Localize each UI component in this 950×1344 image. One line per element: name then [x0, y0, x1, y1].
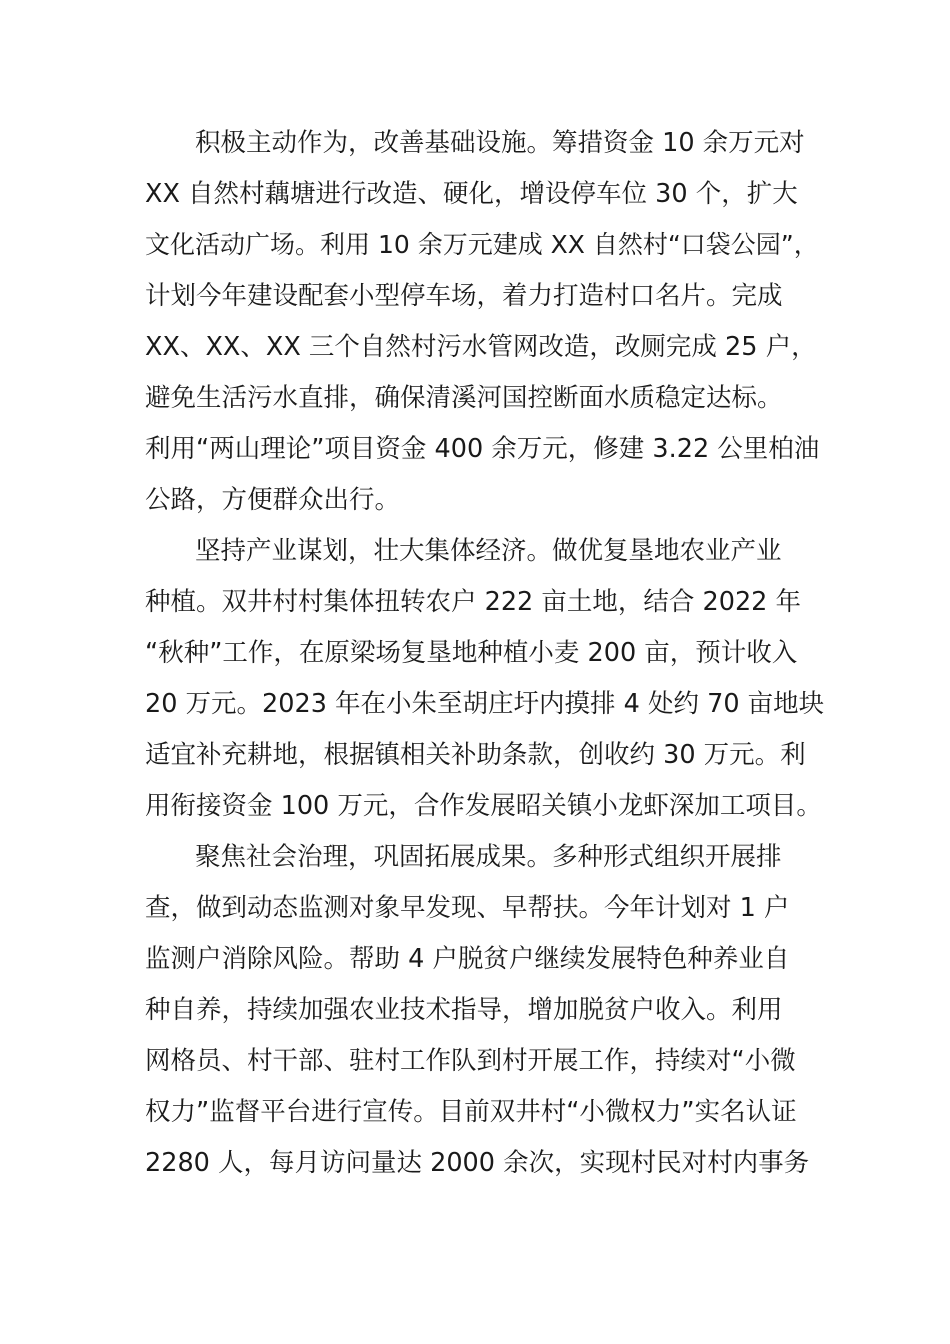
paragraph-2-line-5: 适宜补充耕地，根据镇相关补助条款，创收约 30 万元。利	[145, 740, 806, 770]
paragraph-1-line-5: XX、XX、XX 三个自然村污水管网改造，改厕完成 25 户，	[145, 332, 817, 362]
paragraph-1-line-3: 文化活动广场。利用 10 余万元建成 XX 自然村“口袋公园”，	[145, 230, 819, 259]
paragraph-2-line-2: 种植。双井村村集体扭转农户 222 亩土地，结合 2022 年	[145, 587, 801, 617]
paragraph-1-line-2: XX 自然村藕塘进行改造、硬化，增设停车位 30 个，扩大	[145, 179, 798, 209]
paragraph-3-line-2: 查，做到动态监测对象早发现、早帮扶。今年计划对 1 户	[145, 893, 790, 923]
paragraph-3-line-4: 种自养，持续加强农业技术指导，增加脱贫户收入。利用	[145, 995, 783, 1025]
paragraph-2-line-4: 20 万元。2023 年在小朱至胡庄圩内摸排 4 处约 70 亩地块	[145, 689, 825, 719]
paragraph-1-line-4: 计划今年建设配套小型停车场，着力打造村口名片。完成	[145, 281, 783, 311]
paragraph-2-line-3: “秋种”工作，在原梁场复垦地种植小麦 200 亩，预计收入	[145, 638, 798, 668]
paragraph-2-line-1: 坚持产业谋划，壮大集体经济。做优复垦地农业产业	[195, 536, 782, 566]
paragraph-3-line-3: 监测户消除风险。帮助 4 户脱贫户继续发展特色种养业自	[145, 944, 790, 974]
paragraph-3-line-7: 2280 人，每月访问量达 2000 余次，实现村民对村内事务	[145, 1148, 810, 1178]
paragraph-3-line-6: 权力”监督平台进行宣传。目前双井村“小微权力”实名认证	[145, 1097, 797, 1127]
paragraph-3-line-5: 网格员、村干部、驻村工作队到村开展工作，持续对“小微	[145, 1046, 796, 1076]
paragraph-1-line-8: 公路，方便群众出行。	[145, 485, 401, 515]
paragraph-3-line-1: 聚焦社会治理，巩固拓展成果。多种形式组织开展排	[195, 842, 782, 872]
paragraph-1-line-1: 积极主动作为，改善基础设施。筹措资金 10 余万元对	[195, 128, 805, 158]
paragraph-1-line-7: 利用“两山理论”项目资金 400 余万元，修建 3.22 公里柏油	[145, 434, 820, 464]
paragraph-1-line-6: 避免生活污水直排，确保清溪河国控断面水质稳定达标。	[145, 383, 783, 413]
paragraph-2-line-6: 用衔接资金 100 万元，合作发展昭关镇小龙虾深加工项目。	[145, 791, 822, 821]
